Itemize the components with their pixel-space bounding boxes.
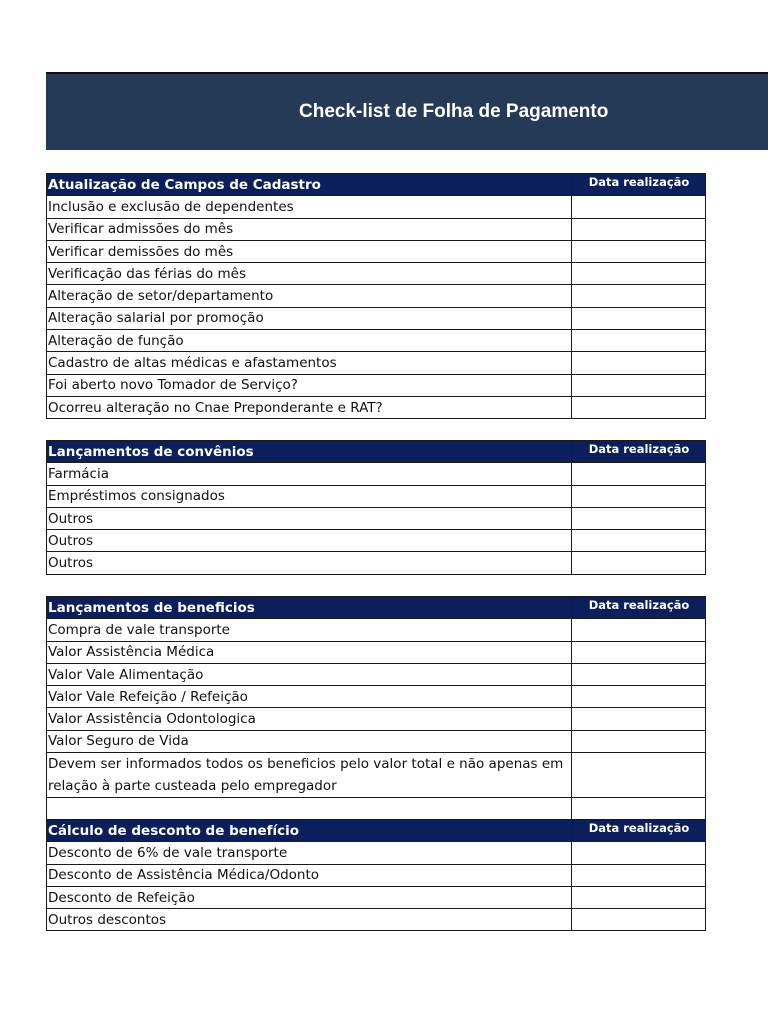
checklist-item: Alteração salarial por promoção <box>47 307 572 329</box>
checklist-row <box>47 686 706 708</box>
checklist-item: Alteração de função <box>47 330 572 352</box>
checklist-row <box>47 530 706 552</box>
date-cell[interactable] <box>572 708 706 730</box>
checklist-item: Ocorreu alteração no Cnae Preponderante e RAT? <box>47 396 572 418</box>
section-header-row <box>47 441 706 463</box>
checklist-item: Valor Assistência Odontologica <box>47 708 572 730</box>
checklist-row <box>47 330 706 352</box>
checklist-item: Outros <box>47 530 572 552</box>
date-cell[interactable] <box>572 263 706 285</box>
date-cell[interactable] <box>572 619 706 641</box>
date-cell[interactable] <box>572 663 706 685</box>
checklist-item: Verificar demissões do mês <box>47 240 572 262</box>
checklist-row <box>47 485 706 507</box>
checklist-row <box>47 641 706 663</box>
checklist-item: Compra de vale transporte <box>47 619 572 641</box>
date-cell[interactable] <box>572 641 706 663</box>
date-cell[interactable] <box>572 864 706 886</box>
checklist-row <box>47 263 706 285</box>
section-table-convenios <box>46 440 706 575</box>
date-cell[interactable] <box>572 374 706 396</box>
checklist-item-note: Devem ser informados todos os beneficios pelo valor total e não apenas em relação à parte custeada pelo empregador <box>47 753 572 798</box>
section-header-row <box>47 174 706 196</box>
checklist-item: Foi aberto novo Tomador de Serviço? <box>47 374 572 396</box>
checklist-item: Verificação das férias do mês <box>47 263 572 285</box>
date-cell[interactable] <box>572 485 706 507</box>
checklist-row <box>47 374 706 396</box>
checklist-row <box>47 708 706 730</box>
checklist-item: Farmácia <box>47 463 572 485</box>
checklist-row <box>47 886 706 908</box>
checklist-row <box>47 753 706 798</box>
checklist-item: Verificar admissões do mês <box>47 218 572 240</box>
date-cell[interactable] <box>572 218 706 240</box>
section-table-descontos <box>46 819 706 931</box>
checklist-item: Valor Vale Refeição / Refeição <box>47 686 572 708</box>
section-header: Lançamentos de convênios <box>47 441 572 463</box>
date-cell[interactable] <box>572 352 706 374</box>
date-cell[interactable] <box>572 909 706 931</box>
date-cell[interactable] <box>572 886 706 908</box>
date-cell[interactable] <box>572 798 706 820</box>
date-cell[interactable] <box>572 753 706 798</box>
checklist-item: Valor Seguro de Vida <box>47 730 572 752</box>
checklist-item: Outros <box>47 552 572 574</box>
checklist-item: Desconto de Refeição <box>47 886 572 908</box>
section-header-row <box>47 820 706 842</box>
date-cell[interactable] <box>572 842 706 864</box>
date-cell[interactable] <box>572 330 706 352</box>
section-header-row <box>47 597 706 619</box>
section-header: Lançamentos de beneficios <box>47 597 572 619</box>
date-cell[interactable] <box>572 530 706 552</box>
date-cell[interactable] <box>572 552 706 574</box>
checklist-row <box>47 396 706 418</box>
date-cell[interactable] <box>572 396 706 418</box>
checklist-item: Valor Vale Alimentação <box>47 663 572 685</box>
date-cell[interactable] <box>572 686 706 708</box>
section-table-beneficios <box>46 596 706 820</box>
date-cell[interactable] <box>572 463 706 485</box>
checklist-row <box>47 352 706 374</box>
checklist-row <box>47 463 706 485</box>
checklist-row <box>47 196 706 218</box>
checklist-row <box>47 285 706 307</box>
checklist-row <box>47 307 706 329</box>
date-cell[interactable] <box>572 285 706 307</box>
date-cell[interactable] <box>572 307 706 329</box>
checklist-row <box>47 507 706 529</box>
checklist-row <box>47 909 706 931</box>
title-banner <box>46 72 768 150</box>
section-header: Cálculo de desconto de benefício <box>47 820 572 842</box>
page-title: Check-list de Folha de Pagamento <box>299 101 609 122</box>
checklist-row <box>47 842 706 864</box>
date-cell[interactable] <box>572 196 706 218</box>
checklist-row <box>47 552 706 574</box>
section-table-cadastro <box>46 173 706 419</box>
checklist-item: Inclusão e exclusão de dependentes <box>47 196 572 218</box>
date-column-header: Data realização <box>572 820 706 842</box>
date-column-header: Data realização <box>572 174 706 196</box>
date-cell[interactable] <box>572 240 706 262</box>
checklist-item: Outros <box>47 507 572 529</box>
checklist-item: Desconto de Assistência Médica/Odonto <box>47 864 572 886</box>
section-header: Atualização de Campos de Cadastro <box>47 174 572 196</box>
checklist-item: Valor Assistência Médica <box>47 641 572 663</box>
date-column-header: Data realização <box>572 441 706 463</box>
checklist-row <box>47 218 706 240</box>
checklist-row <box>47 730 706 752</box>
checklist-item: Outros descontos <box>47 909 572 931</box>
checklist-row <box>47 240 706 262</box>
date-column-header: Data realização <box>572 597 706 619</box>
date-cell[interactable] <box>572 507 706 529</box>
checklist-item: Cadastro de altas médicas e afastamentos <box>47 352 572 374</box>
checklist-row <box>47 663 706 685</box>
checklist-item: Alteração de setor/departamento <box>47 285 572 307</box>
checklist-item: Desconto de 6% de vale transporte <box>47 842 572 864</box>
checklist-item <box>47 798 572 820</box>
checklist-item: Empréstimos consignados <box>47 485 572 507</box>
checklist-row <box>47 619 706 641</box>
checklist-row <box>47 798 706 820</box>
date-cell[interactable] <box>572 730 706 752</box>
checklist-row <box>47 864 706 886</box>
